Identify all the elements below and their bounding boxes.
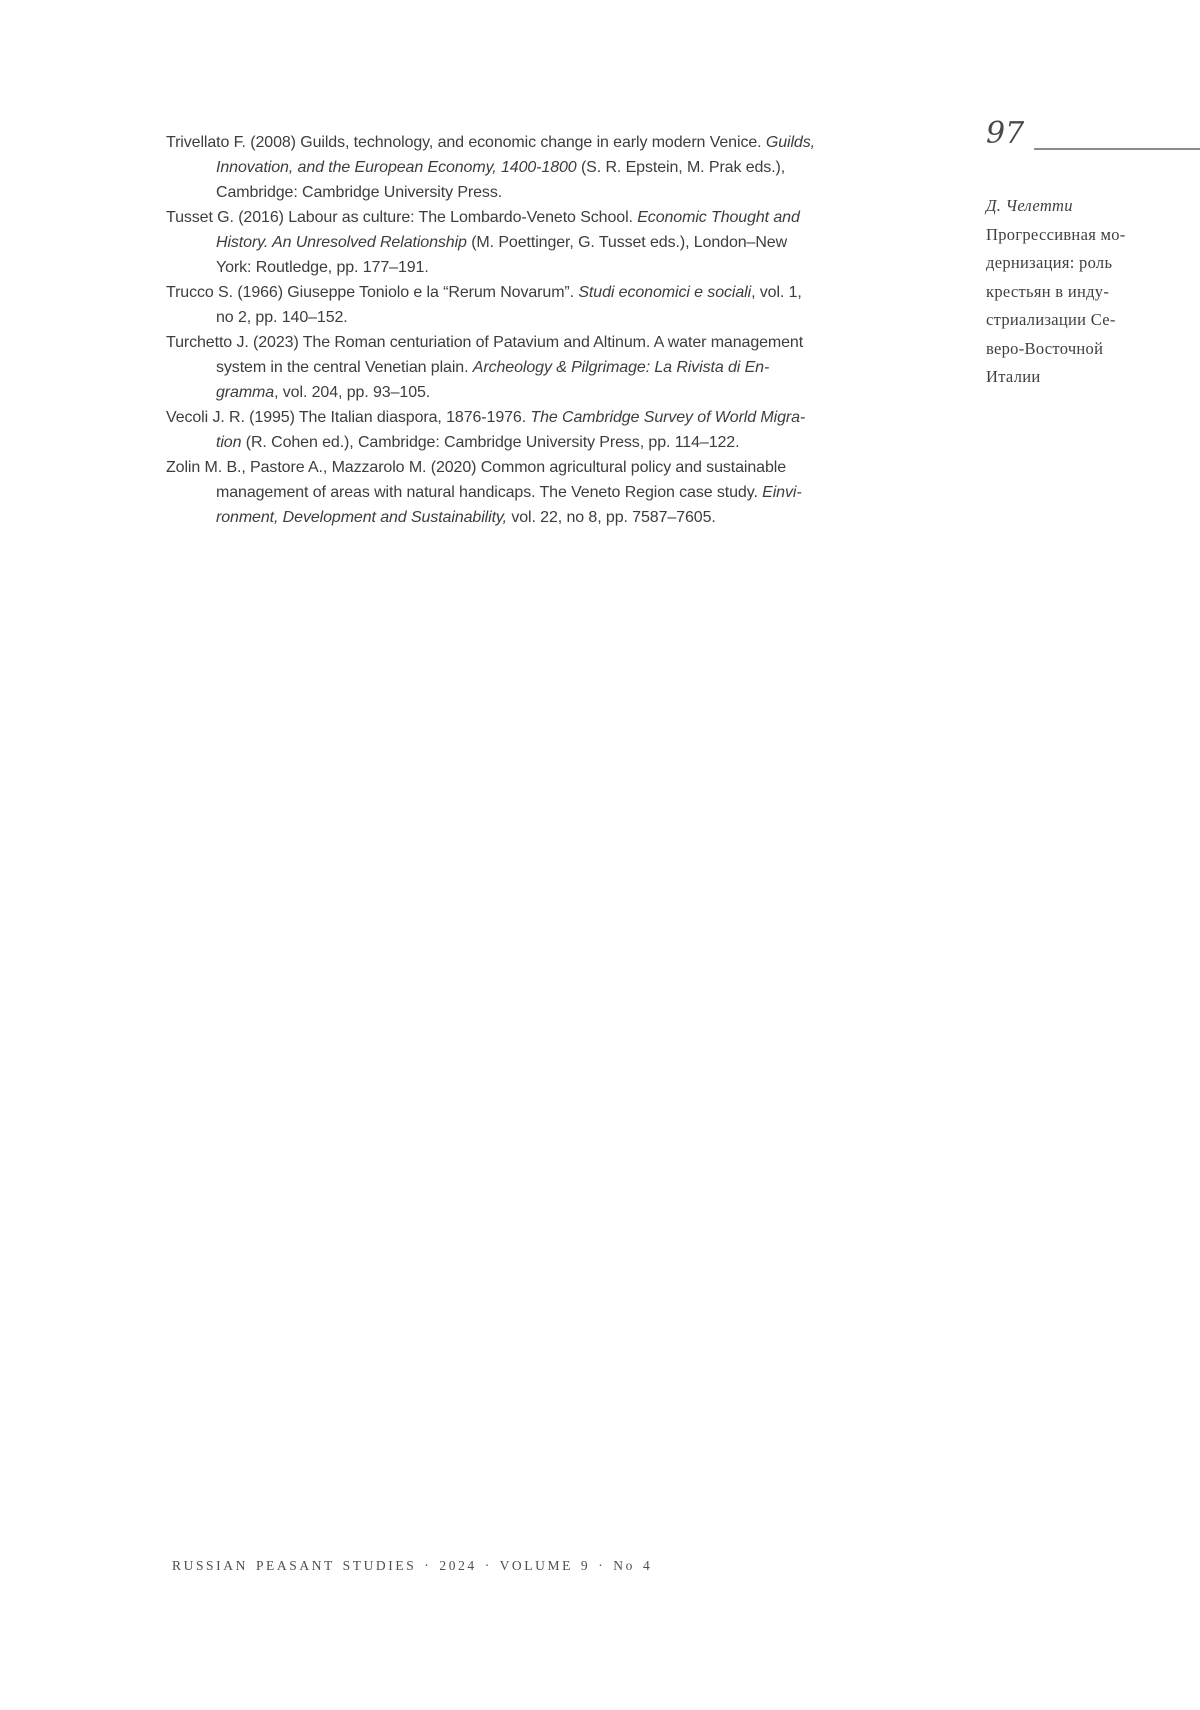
journal-footer: RUSSIAN PEASANT STUDIES · 2024 · VOLUME 9 · No 4: [172, 1558, 653, 1573]
reference-entry: [166, 130, 906, 205]
reference-line: Trivellato F. (2008) Guilds, technology, and economic change in early modern Venice. Guilds,: [166, 134, 815, 151]
reference-line: Innovation, and the European Economy, 1400-1800 (S. R. Epstein, M. Prak eds.),: [216, 159, 786, 176]
reference-line: York: Routledge, pp. 177–191.: [216, 259, 429, 276]
reference-line: tion (R. Cohen ed.), Cambridge: Cambridge University Press, pp. 114–122.: [216, 434, 740, 451]
title-line: крестьян в инду-: [986, 281, 1110, 301]
title-line: Прогрессивная мо-: [986, 224, 1126, 244]
title-line: стриализации Се-: [986, 310, 1116, 329]
references-list: [166, 130, 906, 530]
page-number: 97: [986, 116, 1025, 151]
reference-line: Vecoli J. R. (1995) The Italian diaspora, 1876-1976. The Cambridge Survey of World Migra-: [166, 409, 806, 426]
reference-line: gramma, vol. 204, pp. 93–105.: [216, 384, 431, 401]
reference-line: Tusset G. (2016) Labour as culture: The Lombardo-Veneto School. Economic Thought and: [166, 209, 800, 226]
reference-line: system in the central Venetian plain. Archeology & Pilgrimage: La Rivista di En-: [216, 359, 770, 376]
references-section: [166, 130, 906, 530]
reference-entry: [166, 455, 906, 530]
header-rule: [1034, 148, 1200, 150]
reference-line: Cambridge: Cambridge University Press.: [216, 184, 503, 201]
author-name: Д. Челетти: [986, 196, 1073, 215]
title-line: веро-Восточной: [986, 338, 1104, 358]
reference-entry: [166, 280, 906, 330]
reference-line: Trucco S. (1966) Giuseppe Toniolo e la “Rerum Novarum”. Studi economici e sociali, vol. 1,: [166, 284, 802, 301]
reference-line: Turchetto J. (2023) The Roman centuriation of Patavium and Altinum. A water management: [166, 334, 804, 351]
reference-line: no 2, pp. 140–152.: [216, 309, 348, 326]
reference-line: History. An Unresolved Relationship (M. Poettinger, G. Tusset eds.), London–New: [216, 234, 788, 251]
title-line: дернизация: роль: [986, 253, 1113, 272]
article-running-title: [986, 192, 1200, 392]
page-header-row: [986, 116, 1200, 154]
reference-entry: [166, 405, 906, 455]
reference-line: management of areas with natural handicaps. The Veneto Region case study. Einvi-: [216, 484, 802, 501]
title-line: Италии: [986, 367, 1041, 386]
reference-entry: [166, 205, 906, 280]
reference-line: ronment, Development and Sustainability, vol. 22, no 8, pp. 7587–7605.: [216, 509, 716, 526]
sidebar: [986, 116, 1200, 392]
reference-line: Zolin M. B., Pastore A., Mazzarolo M. (2020) Common agricultural policy and sustainable: [166, 459, 787, 476]
reference-entry: [166, 330, 906, 405]
